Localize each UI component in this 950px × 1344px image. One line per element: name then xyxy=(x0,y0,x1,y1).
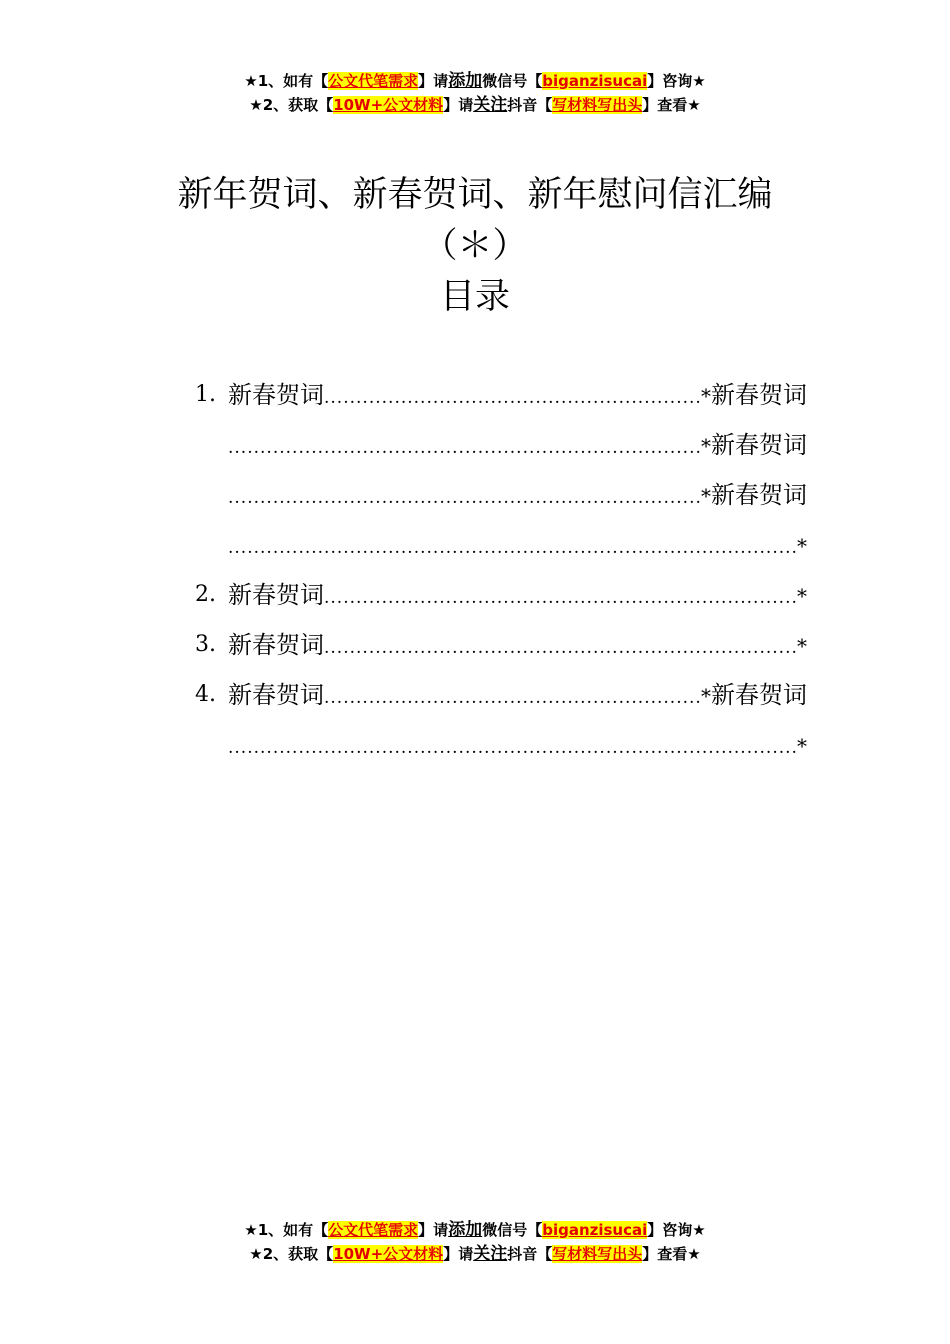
toc-title: 新春贺词 xyxy=(228,631,324,659)
toc-line xyxy=(228,470,807,523)
promo-text: 】请 xyxy=(418,72,449,90)
promo-highlight: 公文代笔需求 xyxy=(328,1221,419,1239)
promo-line-1 xyxy=(0,1218,950,1242)
toc-line xyxy=(228,370,807,423)
toc-continued-title: 新春贺词 xyxy=(711,681,807,709)
promo-text: 抖音【 xyxy=(507,96,553,114)
toc-entry[interactable] xyxy=(195,720,807,770)
promo-highlight: 10W+公文材料 xyxy=(333,96,444,114)
toc-leader-dots xyxy=(228,423,701,473)
toc-leader-dots xyxy=(324,673,701,723)
toc-leader-dots xyxy=(324,573,797,623)
toc-title: 新春贺词 xyxy=(228,381,324,409)
douyin-id-highlight: 写材料写出头 xyxy=(552,96,643,114)
toc-line xyxy=(228,620,807,673)
wechat-id-highlight: biganzisucai xyxy=(542,72,648,90)
page-placeholder: * xyxy=(701,434,711,458)
document-title xyxy=(0,170,950,323)
promo-text: 】请 xyxy=(418,1221,449,1239)
toc-number: 3. xyxy=(195,632,216,657)
title-main: 新年贺词、新春贺词、新年慰问信汇编 xyxy=(177,175,773,215)
promo-text: ★2、获取【 xyxy=(249,1245,334,1263)
toc-leader-dots xyxy=(324,623,797,673)
promo-text: 微信号【 xyxy=(482,1221,543,1239)
toc-entry[interactable] xyxy=(195,370,807,420)
toc-page-ref xyxy=(701,670,807,721)
toc-leader-dots xyxy=(324,373,701,423)
promo-text: 】查看★ xyxy=(642,96,701,114)
promo-text: 微信号【 xyxy=(482,72,543,90)
promo-line-1 xyxy=(0,69,950,93)
promo-text: ★2、获取【 xyxy=(249,96,334,114)
toc-entry[interactable] xyxy=(195,670,807,720)
promo-banner-bottom xyxy=(0,1218,950,1266)
toc-line xyxy=(228,670,807,723)
toc-entry[interactable] xyxy=(195,520,807,570)
toc-line xyxy=(228,520,807,573)
promo-banner-top xyxy=(0,69,950,117)
toc-entry[interactable] xyxy=(195,470,807,520)
promo-emphasis: 关注 xyxy=(473,95,508,115)
toc-entry[interactable] xyxy=(195,420,807,470)
table-of-contents xyxy=(195,370,807,770)
promo-text: 】请 xyxy=(443,96,474,114)
page-placeholder: * xyxy=(797,534,807,558)
promo-text: 】咨询★ xyxy=(647,1221,706,1239)
promo-emphasis: 添加 xyxy=(448,71,483,91)
promo-highlight: 公文代笔需求 xyxy=(328,72,419,90)
toc-continued-title: 新春贺词 xyxy=(711,381,807,409)
toc-number: 4. xyxy=(195,682,216,707)
toc-page-ref xyxy=(797,720,807,771)
title-number: （＊） xyxy=(422,226,528,266)
promo-text: 】咨询★ xyxy=(647,72,706,90)
toc-page-ref xyxy=(701,370,807,421)
toc-leader-dots xyxy=(228,473,701,523)
toc-number: 1. xyxy=(195,382,216,407)
promo-line-2 xyxy=(0,93,950,117)
promo-text: ★1、如有【 xyxy=(244,72,329,90)
toc-title: 新春贺词 xyxy=(228,581,324,609)
toc-page-ref xyxy=(797,620,807,671)
toc-line xyxy=(228,420,807,473)
toc-continued-title: 新春贺词 xyxy=(711,431,807,459)
promo-line-2 xyxy=(0,1242,950,1266)
page-placeholder: * xyxy=(797,634,807,658)
page-placeholder: * xyxy=(701,384,711,408)
page-placeholder: * xyxy=(701,684,711,708)
toc-continued-title: 新春贺词 xyxy=(711,481,807,509)
toc-heading: 目录 xyxy=(439,277,510,317)
toc-page-ref xyxy=(701,420,807,471)
page-placeholder: * xyxy=(797,584,807,608)
toc-page-ref xyxy=(797,520,807,571)
page-placeholder: * xyxy=(701,484,711,508)
promo-text: 】查看★ xyxy=(642,1245,701,1263)
toc-page-ref xyxy=(701,470,807,521)
toc-leader-dots xyxy=(228,523,797,573)
toc-line xyxy=(228,570,807,623)
promo-emphasis: 添加 xyxy=(448,1220,483,1240)
promo-text: ★1、如有【 xyxy=(244,1221,329,1239)
toc-line xyxy=(228,720,807,773)
wechat-id-highlight: biganzisucai xyxy=(542,1221,648,1239)
promo-emphasis: 关注 xyxy=(473,1244,508,1264)
promo-highlight: 10W+公文材料 xyxy=(333,1245,444,1263)
promo-text: 】请 xyxy=(443,1245,474,1263)
toc-title: 新春贺词 xyxy=(228,681,324,709)
toc-entry[interactable] xyxy=(195,570,807,620)
toc-page-ref xyxy=(797,570,807,621)
toc-leader-dots xyxy=(228,723,797,773)
promo-text: 抖音【 xyxy=(507,1245,553,1263)
douyin-id-highlight: 写材料写出头 xyxy=(552,1245,643,1263)
page-placeholder: * xyxy=(797,734,807,758)
toc-entry[interactable] xyxy=(195,620,807,670)
toc-number: 2. xyxy=(195,582,216,607)
